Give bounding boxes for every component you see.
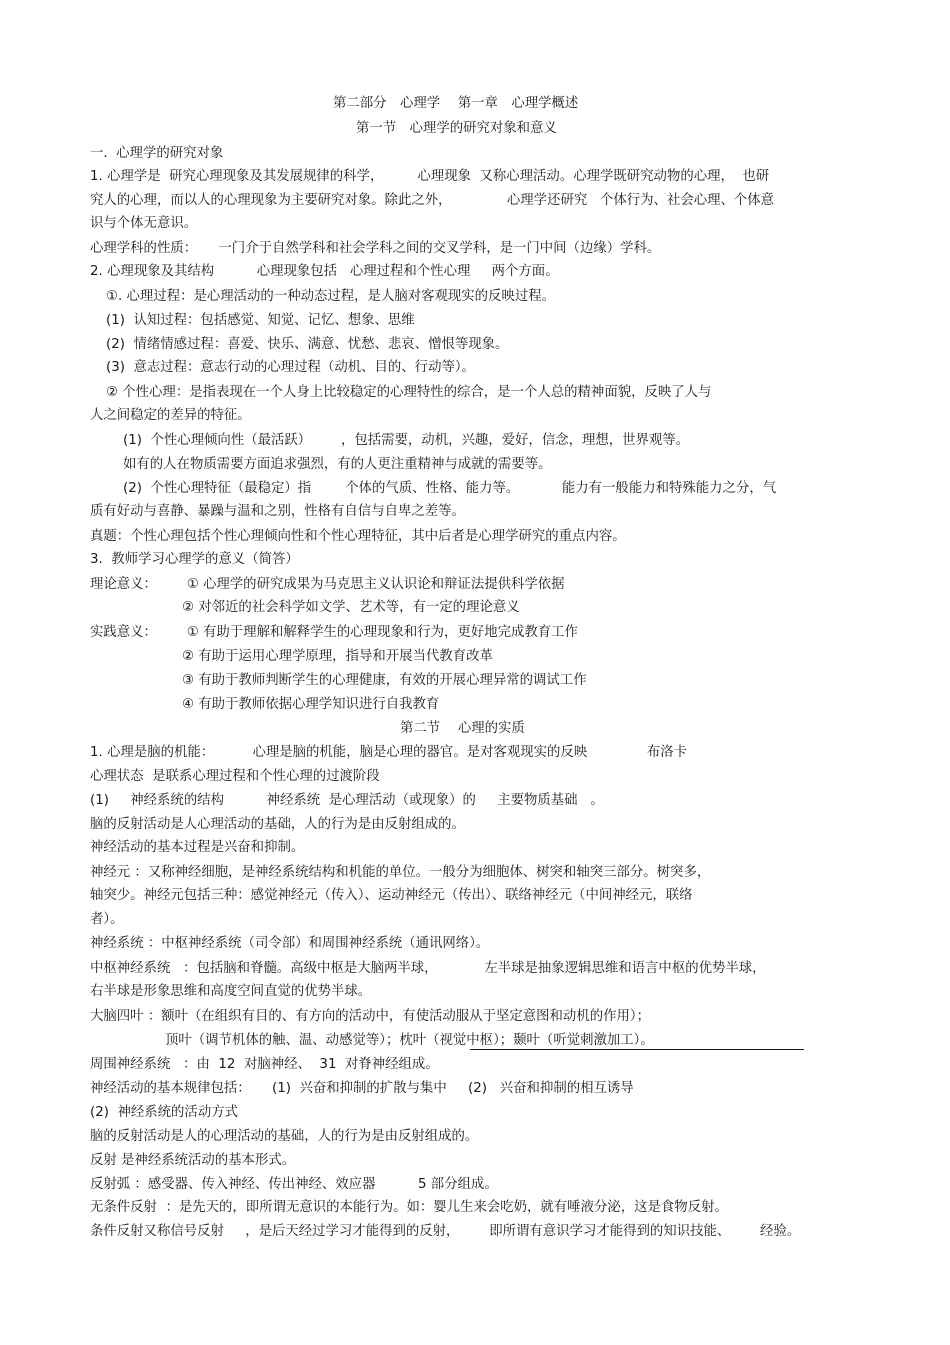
text-line: 右半球是形象思维和高度空间直觉的优势半球。 [90, 984, 372, 999]
text-line: ② 个性心理：是指表现在一个人身上比较稳定的心理特性的综合，是一个人总的精神面貌，反映了人与 [106, 385, 712, 400]
text-line: (2) 个性心理特征（最稳定）指 个体的气质、性格、能力等。 能力有一般能力和特殊能力之分，气 [123, 481, 777, 496]
section-title: 第一节 心理学的研究对象和意义 [356, 121, 557, 136]
text-line: 真题：个性心理包括个性心理倾向性和个性心理特征，其中后者是心理学研究的重点内容。 [90, 529, 626, 544]
text-line: 反射弧 ：感受器、传入神经、传出神经、效应器 5 部分组成。 [90, 1177, 498, 1192]
text-line: 轴突少。神经元包括三种：感觉神经元（传入）、运动神经元（传出）、联络神经元（中间神经元，联络 [90, 888, 693, 903]
text-line: 心理状态 是联系心理过程和个性心理的过渡阶段 [90, 769, 380, 784]
text-line: 1. 心理学是 研究心理现象及其发展规律的科学， 心理现象 又称心理活动。心理学既研究动物的心理， 也研 [90, 169, 770, 184]
text-line: 质有好动与喜静、暴躁与温和之别，性格有自信与自卑之差等。 [90, 504, 465, 519]
section-title: 第二节 心理的实质 [400, 721, 525, 736]
text-line: ② 有助于运用心理学原理，指导和开展当代教育改革 [182, 649, 493, 664]
text-line: (3) 意志过程：意志行动的心理过程（动机、目的、行动等）。 [106, 360, 475, 375]
text-line: 心理学科的性质： 一门介于自然学科和社会学科之间的交叉学科，是一门中间（边缘）学科。 [90, 241, 661, 256]
text-line: 如有的人在物质需要方面追求强烈，有的人更注重精神与成就的需要等。 [123, 457, 552, 472]
text-line: 顶叶（调节机体的触、温、动感觉等）；枕叶（视觉中枢）；颞叶（听觉刺激加工）。 [165, 1033, 654, 1048]
text-line: 脑的反射活动是人心理活动的基础，人的行为是由反射组成的。 [90, 817, 465, 832]
text-line: (2) 神经系统的活动方式 [90, 1105, 238, 1120]
text-line: 实践意义： ① 有助于理解和解释学生的心理现象和行为，更好地完成教育工作 [90, 625, 578, 640]
text-line: 究人的心理，而以人的心理现象为主要研究对象。除此之外， 心理学还研究 个体行为、社会心理、个体意 [90, 193, 775, 208]
text-line: 大脑四叶 ：额叶（在组织有目的、有方向的活动中，有使活动服从于坚定意图和动机的作用）； [90, 1009, 650, 1024]
text-line: 反射 是神经系统活动的基本形式。 [90, 1153, 296, 1168]
text-line: 2. 心理现象及其结构 心理现象包括 心理过程和个性心理 两个方面。 [90, 264, 559, 279]
text-line: 神经活动的基本过程是兴奋和抑制。 [90, 840, 305, 855]
text-line: 周围神经系统 ：由 12 对脑神经、 31 对脊神经组成。 [90, 1057, 439, 1072]
text-line: 一. 心理学的研究对象 [90, 146, 224, 161]
text-line: 3. 教师学习心理学的意义（简答） [90, 552, 299, 567]
text-line: ④ 有助于教师依据心理学知识进行自我教育 [182, 697, 440, 712]
text-line: 神经元 ：又称神经细胞，是神经系统结构和机能的单位。一般分为细胞体、树突和轴突三部分。树突多， [90, 865, 711, 880]
text-line: 识与个体无意识。 [90, 216, 198, 231]
text-line: 者）。 [90, 912, 124, 927]
text-line: 神经活动的基本规律包括： (1) 兴奋和抑制的扩散与集中 (2) 兴奋和抑制的相互诱导 [90, 1081, 634, 1096]
text-line: 人之间稳定的差异的特征。 [90, 408, 251, 423]
text-line: 神经系统 ：中枢神经系统（司令部）和周围神经系统（通讯网络）。 [90, 936, 490, 951]
text-line: ③ 有助于教师判断学生的心理健康，有效的开展心理异常的调试工作 [182, 673, 587, 688]
text-line: 脑的反射活动是人的心理活动的基础，人的行为是由反射组成的。 [90, 1129, 479, 1144]
text-line: (1) 神经系统的结构 神经系统 是心理活动（或现象）的 主要物质基础 。 [90, 793, 604, 808]
text-line: 中枢神经系统 ：包括脑和脊髓。高级中枢是大脑两半球， 左半球是抽象逻辑思维和语言中枢的优势半球， [90, 961, 766, 976]
text-line: ①. 心理过程：是心理活动的一种动态过程，是人脑对客观现实的反映过程。 [106, 289, 556, 304]
text-line: ② 对邻近的社会科学如文学、艺术等，有一定的理论意义 [182, 600, 520, 615]
text-line: (1) 认知过程：包括感觉、知觉、记忆、想象、思维 [106, 313, 415, 328]
text-line: 1. 心理是脑的机能： 心理是脑的机能，脑是心理的器官。是对客观现实的反映 布洛卡 [90, 745, 687, 760]
part-chapter-title: 第二部分 心理学 第一章 心理学概述 [333, 96, 579, 111]
text-line: (1) 个性心理倾向性（最活跃） ，包括需要，动机，兴趣，爱好，信念，理想，世界观等。 [123, 433, 690, 448]
text-line: 无条件反射 ：是先天的，即所谓无意识的本能行为。如：婴儿生来会吃奶，就有唾液分泌，这是食物反射。 [90, 1200, 728, 1215]
text-line: 条件反射又称信号反射 ，是后天经过学习才能得到的反射， 即所谓有意识学习才能得到的知识技能、 经验。 [90, 1224, 801, 1239]
text-line: (2) 情绪情感过程：喜爱、快乐、满意、忧愁、悲哀、憎恨等现象。 [106, 337, 509, 352]
text-line: 理论意义： ① 心理学的研究成果为马克思主义认识论和辩证法提供科学依据 [90, 577, 565, 592]
underline-rule [470, 1049, 804, 1050]
